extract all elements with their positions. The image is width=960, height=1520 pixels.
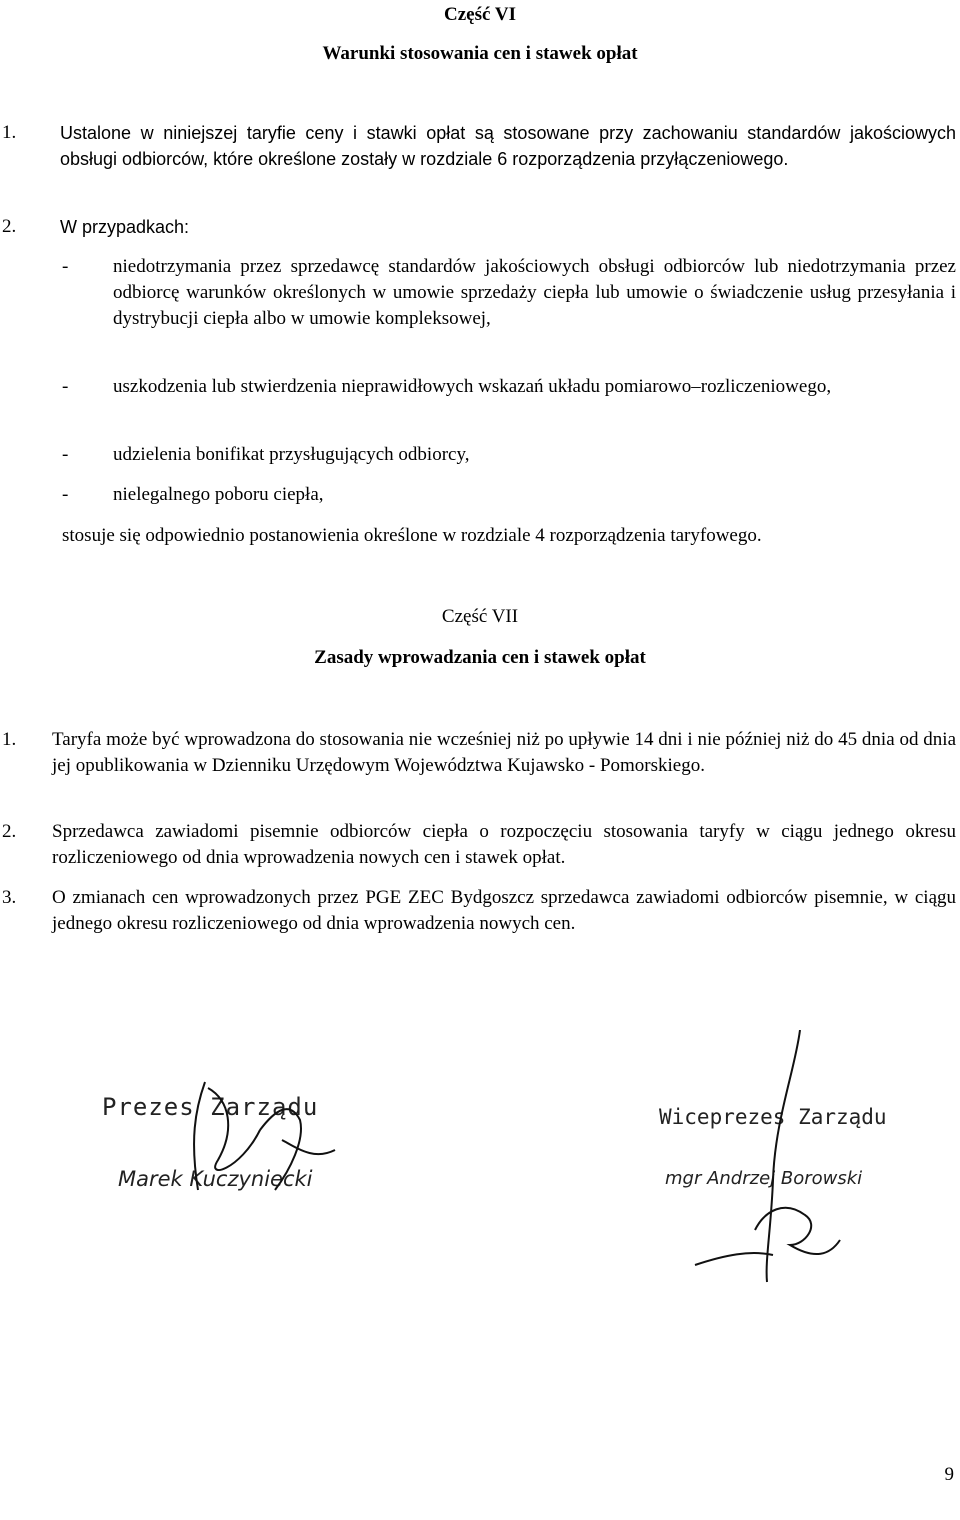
signature-stamp-name: mgr Andrzej Borowski <box>665 1168 863 1189</box>
part7-item-2 <box>0 819 960 871</box>
bullet-item <box>0 374 960 400</box>
bullet-text: niedotrzymania przez sprzedawcę standardów jakościowych obsługi odbiorców lub niedotrzymania przez odbiorcę warunków określonych w umowie sprzedaży ciepła lub umowie o świadczenie usług przesyłania i dystrybucji ciepła albo w umowie kompleksowej, <box>113 256 956 329</box>
item-text: Sprzedawca zawiadomi pisemnie odbiorców ciepła o rozpoczęciu stosowania taryfy w ciągu jednego okresu rozliczeniowego od dnia wprowadzenia nowych cen i stawek opłat. <box>52 821 956 868</box>
part7-item-3 <box>0 885 960 937</box>
signature-right <box>655 1030 915 1290</box>
item-text: Taryfa może być wprowadzona do stosowania nie wcześniej niż po upływie 14 dni i nie później niż do 45 dnia od dnia jej opublikowania w Dzienniku Urzędowym Województwa Kujawsko - Pomorskiego. <box>52 729 956 776</box>
bullet-text: nielegalnego poboru ciepła, <box>113 484 324 505</box>
item-text: O zmianach cen wprowadzonych przez PGE ZEC Bydgoszcz sprzedawca zawiadomi odbiorców pisemnie, w ciągu jednego okresu rozliczeniowego od dnia wprowadzenia nowych cen. <box>52 887 956 934</box>
item-number: 2. <box>2 216 17 237</box>
signature-left <box>100 1090 400 1210</box>
bullet-mark: - <box>62 376 69 397</box>
part7-heading: Część VII <box>441 606 519 627</box>
bullet-mark: - <box>62 484 69 505</box>
bullet-mark: - <box>62 256 69 277</box>
signature-stamp-role: Wiceprezes Zarządu <box>659 1105 887 1129</box>
item-number: 2. <box>2 821 17 842</box>
bullet-mark: - <box>62 444 69 465</box>
bullet-item <box>0 254 960 332</box>
bullet-item <box>0 442 960 468</box>
part6-title: Warunki stosowania cen i stawek opłat <box>322 43 638 64</box>
part6-closing: stosuje się odpowiednio postanowienia określone w rozdziale 4 rozporządzenia taryfowego. <box>62 525 762 546</box>
part7-item-1 <box>0 727 960 779</box>
signature-scribble <box>655 1030 915 1290</box>
item-lead: W przypadkach: <box>60 217 190 237</box>
item-text: Ustalone w niniejszej taryfie ceny i stawki opłat są stosowane przy zachowaniu standardów jakościowych obsługi odbiorców, które określone zostały w rozdziale 6 rozporządzenia przyłączeniowego. <box>60 123 956 169</box>
item-number: 3. <box>2 887 17 908</box>
item-number: 1. <box>2 122 17 143</box>
bullet-text: udzielenia bonifikat przysługujących odbiorcy, <box>113 444 470 465</box>
bullet-text: uszkodzenia lub stwierdzenia nieprawidłowych wskazań układu pomiarowo–rozliczeniowego, <box>113 376 832 397</box>
signature-stamp-name: Marek Kuczyniecki <box>118 1167 313 1191</box>
part6-heading: Część VI <box>444 4 516 25</box>
item-number: 1. <box>2 729 17 750</box>
signature-stamp-role: Prezes Zarządu <box>102 1093 319 1121</box>
part6-item-1 <box>0 120 960 172</box>
part7-title: Zasady wprowadzania cen i stawek opłat <box>314 647 646 668</box>
page-number: 9 <box>944 1464 954 1485</box>
signature-scribble <box>100 1070 400 1220</box>
bullet-item <box>0 482 960 508</box>
